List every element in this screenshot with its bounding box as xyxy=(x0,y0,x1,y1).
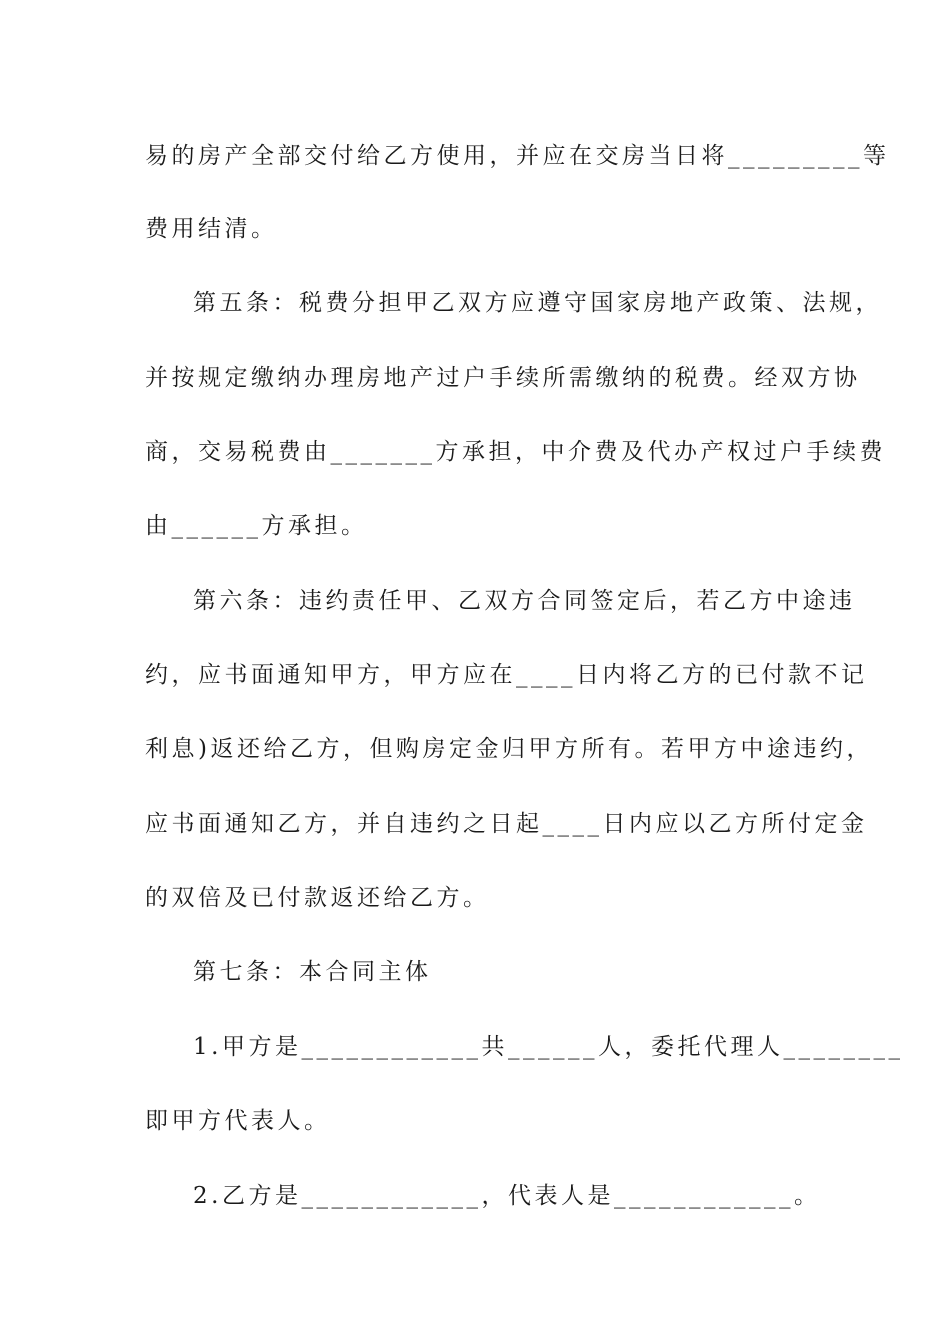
text-line: 并按规定缴纳办理房地产过户手续所需缴纳的税费。经双方协 xyxy=(145,365,861,391)
article-5-heading-line: 第五条：税费分担甲乙双方应遵守国家房地产政策、法规， xyxy=(193,290,882,316)
text-line: 约，应书面通知甲方，甲方应在____日内将乙方的已付款不记 xyxy=(145,662,868,688)
text-line: 的双倍及已付款返还给乙方。 xyxy=(145,885,490,911)
text-line: 由______方承担。 xyxy=(145,513,368,539)
text-line: 即甲方代表人。 xyxy=(145,1108,331,1134)
text-line: 费用结清。 xyxy=(145,216,278,242)
article-6-heading-line: 第六条：违约责任甲、乙双方合同签定后，若乙方中途违 xyxy=(193,588,856,614)
text-line: 商，交易税费由_______方承担，中介费及代办产权过户手续费 xyxy=(145,439,886,465)
party-a-line: 1.甲方是____________共______人，委托代理人________ xyxy=(193,1034,904,1060)
party-b-line: 2.乙方是____________，代表人是____________。 xyxy=(193,1183,821,1209)
article-7-heading-line: 第七条：本合同主体 xyxy=(193,959,432,985)
text-line: 利息)返还给乙方，但购房定金归甲方所有。若甲方中途违约， xyxy=(145,736,873,762)
text-line: 易的房产全部交付给乙方使用，并应在交房当日将_________等 xyxy=(145,143,890,169)
text-line: 应书面通知乙方，并自违约之日起____日内应以乙方所付定金 xyxy=(145,811,868,837)
